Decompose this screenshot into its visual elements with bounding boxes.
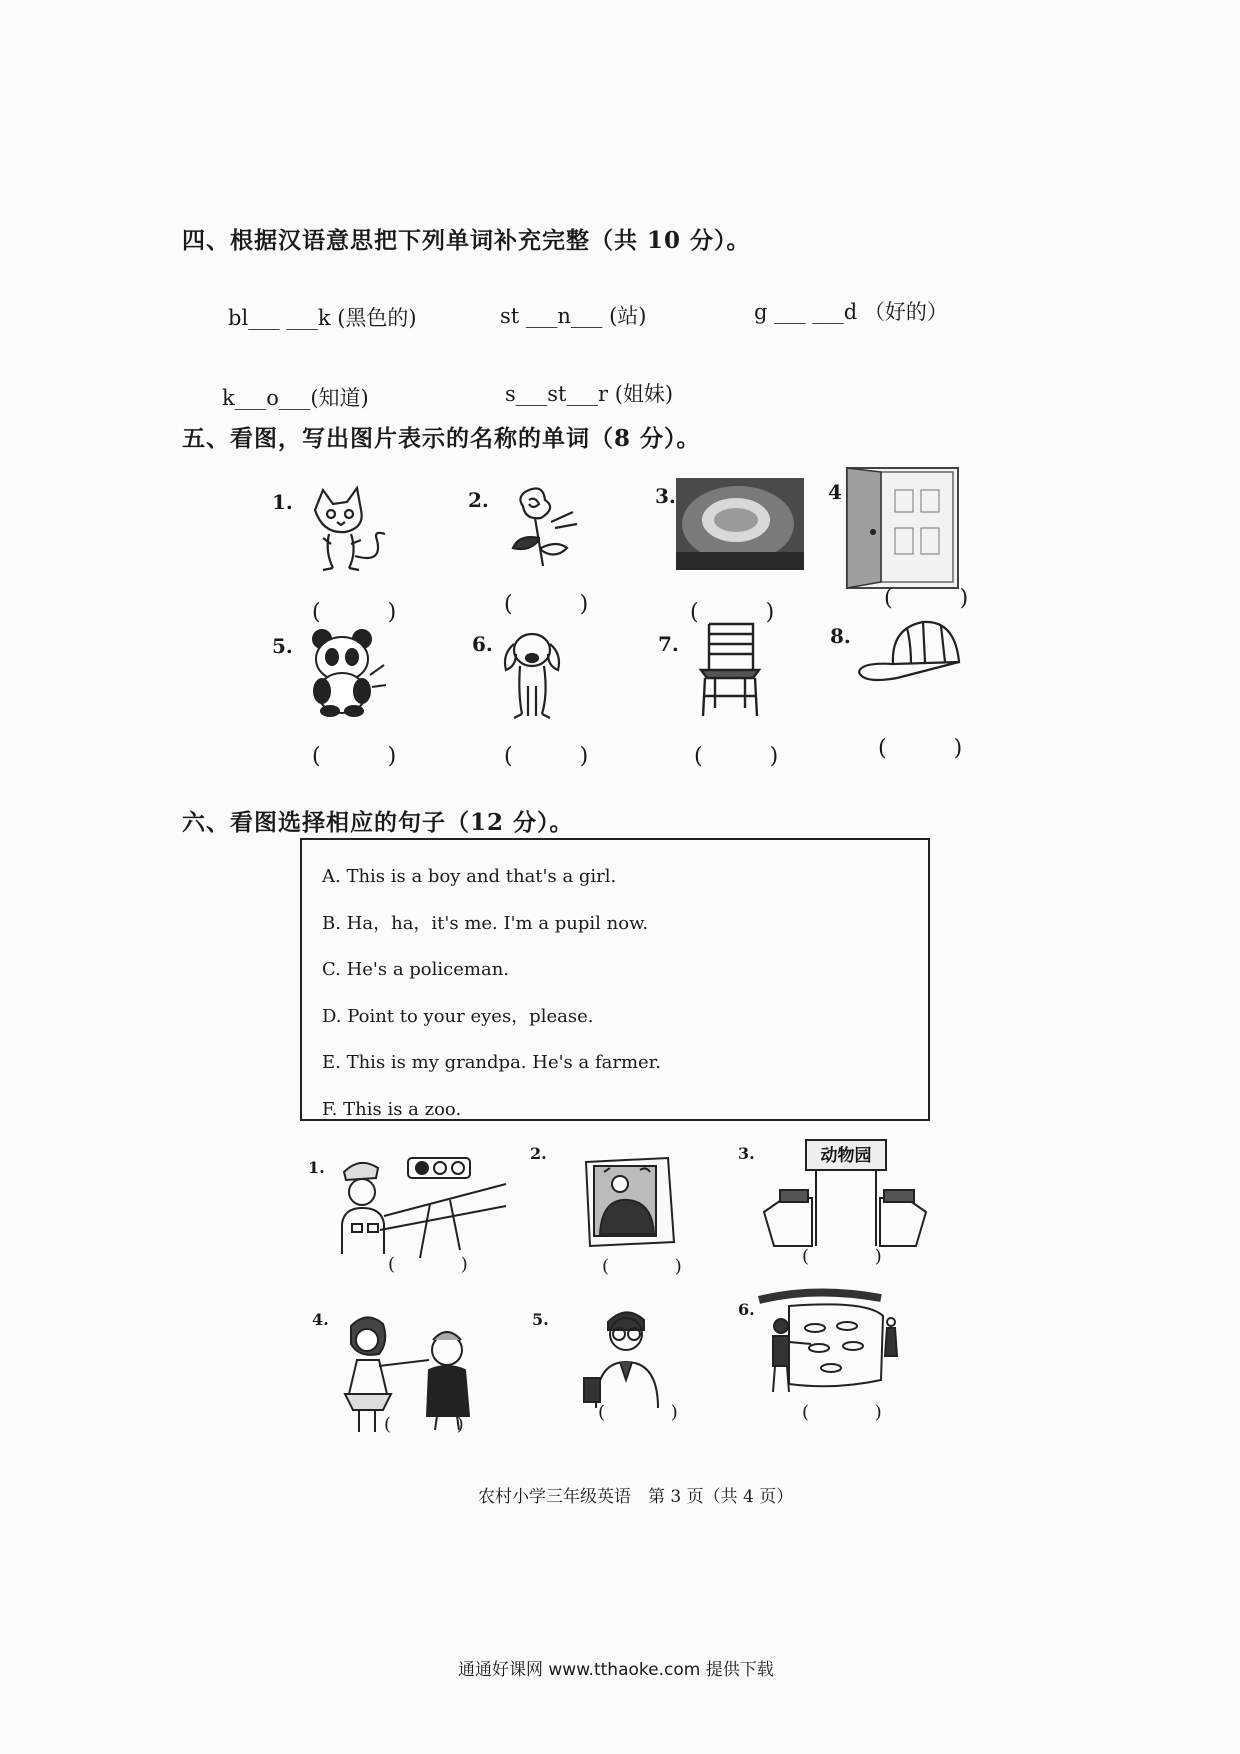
sentence-option-f: F. This is a zoo.	[322, 1098, 462, 1120]
scene-number-3: 3.	[738, 1144, 755, 1163]
answer-blank-scene-3[interactable]: ( )	[802, 1246, 912, 1267]
fill-word-know[interactable]: k___o___(知道)	[222, 386, 369, 410]
plate-picture	[676, 478, 804, 570]
cap-picture	[855, 614, 965, 690]
page-footer: 农村小学三年级英语 第 3 页（共 4 页）	[478, 1487, 794, 1507]
answer-blank-pic-2[interactable]: ( )	[504, 592, 619, 617]
sentence-option-a: A. This is a boy and that's a girl.	[322, 866, 617, 887]
sentence-option-d: D. Point to your eyes，please.	[322, 1005, 594, 1027]
answer-blank-pic-8[interactable]: ( )	[878, 736, 993, 761]
pic-number-1: 1.	[272, 490, 293, 514]
dog-picture	[496, 624, 568, 724]
pupil-photo-picture	[580, 1154, 680, 1250]
answer-blank-scene-5[interactable]: ( )	[598, 1402, 708, 1423]
answer-blank-scene-6[interactable]: ( )	[802, 1402, 912, 1423]
fill-word-black[interactable]: bl___ ___k (黑色的)	[228, 306, 417, 330]
section6-heading: 六、看图选择相应的句子（12 分）。	[182, 809, 574, 836]
answer-blank-pic-6[interactable]: ( )	[504, 744, 619, 769]
answer-blank-pic-5[interactable]: ( )	[312, 744, 427, 769]
answer-blank-pic-4[interactable]: ( )	[884, 586, 999, 611]
zoo-gate-picture	[760, 1136, 930, 1248]
pic-number-4: 4	[828, 480, 842, 504]
answer-blank-scene-4[interactable]: ( )	[384, 1414, 494, 1435]
door-picture	[845, 466, 960, 592]
pic-number-8: 8.	[830, 624, 851, 648]
pic-number-5: 5.	[272, 634, 293, 658]
answer-blank-scene-1[interactable]: ( )	[388, 1254, 498, 1275]
fill-word-stand[interactable]: st ___n___ (站)	[500, 304, 647, 328]
pic-number-6: 6.	[472, 632, 493, 656]
scene-number-6: 6.	[738, 1300, 755, 1319]
panda-picture	[300, 625, 388, 717]
flower-picture	[495, 482, 585, 572]
answer-blank-pic-3[interactable]: ( )	[690, 600, 805, 625]
policeman-scene-picture	[330, 1150, 510, 1260]
scene-number-4: 4.	[312, 1310, 329, 1329]
pic-number-2: 2.	[468, 488, 489, 512]
answer-blank-pic-1[interactable]: ( )	[312, 600, 427, 625]
sentence-options-box	[300, 838, 930, 1121]
pic-number-3: 3.	[655, 484, 676, 508]
farmer-scene-picture	[755, 1286, 905, 1398]
pupil-glasses-scene-picture	[580, 1304, 674, 1410]
fill-word-sister[interactable]: s___st___r (姐妹)	[505, 382, 674, 406]
scene-number-5: 5.	[532, 1310, 549, 1329]
sentence-option-b: B. Ha，ha，it's me. I'm a pupil now.	[322, 912, 649, 934]
download-source-text: 通通好课网 www.tthaoke.com 提供下载	[458, 1660, 774, 1680]
section5-heading: 五、看图，写出图片表示的名称的单词（8 分）。	[182, 425, 701, 452]
cat-picture	[295, 480, 395, 580]
chair-picture	[695, 620, 765, 720]
zoo-sign-text: 动物园	[820, 1146, 872, 1166]
sentence-option-e: E. This is my grandpa. He's a farmer.	[322, 1052, 662, 1073]
answer-blank-scene-2[interactable]: ( )	[602, 1256, 712, 1277]
section4-heading: 四、根据汉语意思把下列单词补充完整（共 10 分）。	[182, 227, 751, 254]
fill-word-good[interactable]: g ___ ___d （好的）	[754, 300, 948, 324]
answer-blank-pic-7[interactable]: ( )	[694, 744, 809, 769]
scene-number-2: 2.	[530, 1144, 547, 1163]
pic-number-7: 7.	[658, 632, 679, 656]
scene-number-1: 1.	[308, 1158, 325, 1177]
sentence-option-c: C. He's a policeman.	[322, 959, 510, 980]
